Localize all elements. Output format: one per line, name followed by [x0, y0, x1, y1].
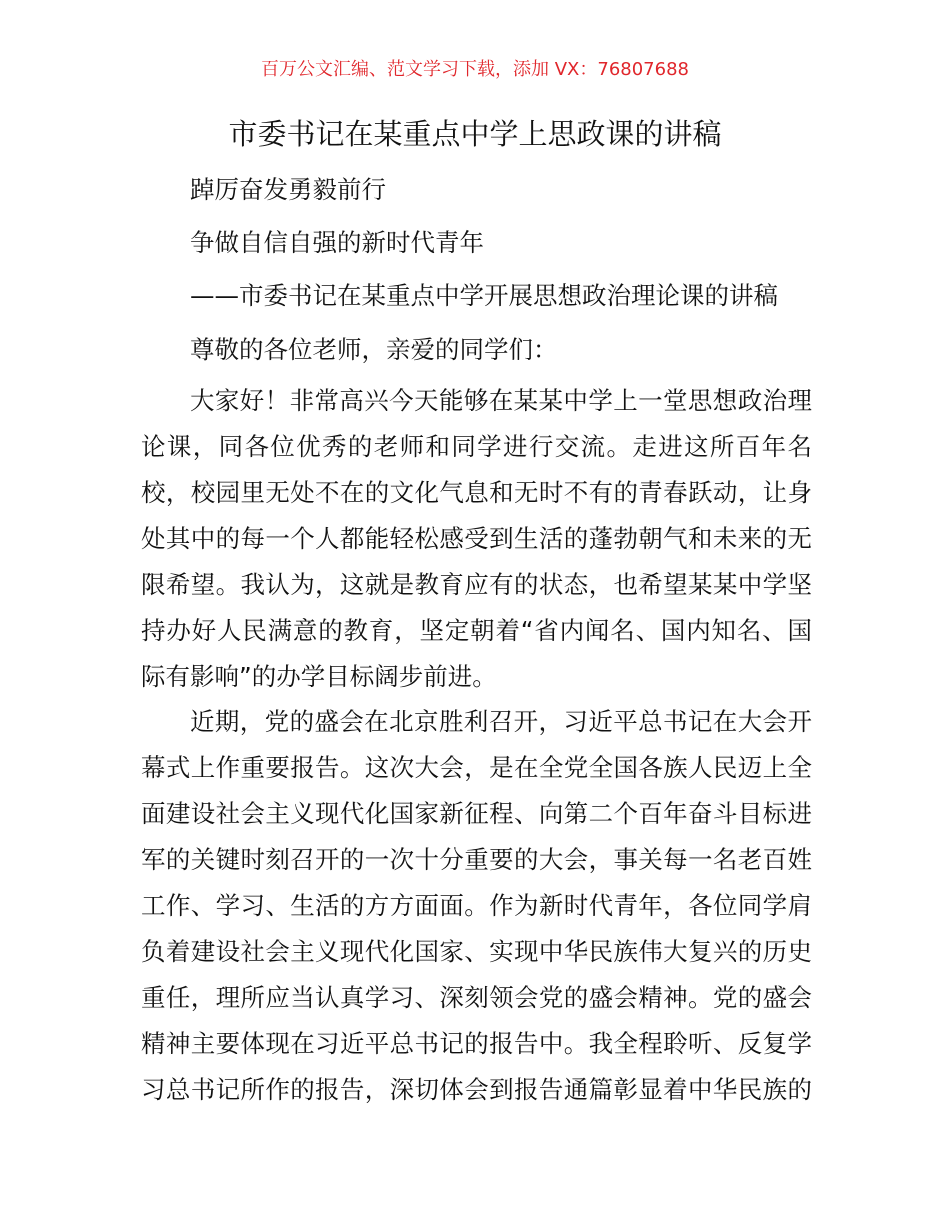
paragraph-line: 持办好人民满意的教育，坚定朝着“省内闻名、国内知名、国	[141, 616, 812, 645]
paragraph-line: 大家好！非常高兴今天能够在某某中学上一堂思想政治理	[190, 386, 812, 415]
document-title: 市委书记在某重点中学上思政课的讲稿	[228, 117, 722, 151]
paragraph-line: 近期，党的盛会在北京胜利召开，习近平总书记在大会开	[190, 707, 812, 736]
paragraph-line: 精神主要体现在习近平总书记的报告中。我全程聆听、反复学	[141, 1029, 812, 1058]
paragraph-line: 幕式上作重要报告。这次大会，是在全党全国各族人民迈上全	[141, 753, 812, 782]
paragraph-line: 际有影响”的办学目标阔步前进。	[141, 662, 497, 691]
subtitle-3: ——市委书记在某重点中学开展思想政治理论课的讲稿	[190, 281, 778, 310]
subtitle-2: 争做自信自强的新时代青年	[190, 228, 484, 257]
paragraph-line: 重任，理所应当认真学习、深刻领会党的盛会精神。党的盛会	[141, 983, 812, 1012]
paragraph-line: 习总书记所作的报告，深切体会到报告通篇彰显着中华民族的	[141, 1075, 812, 1104]
paragraph-line: 面建设社会主义现代化国家新征程、向第二个百年奋斗目标进	[141, 799, 812, 828]
paragraph-line: 军的关键时刻召开的一次十分重要的大会，事关每一名老百姓	[141, 845, 812, 874]
paragraph-line: 工作、学习、生活的方方面面。作为新时代青年，各位同学肩	[141, 891, 812, 920]
paragraph-line: 限希望。我认为，这就是教育应有的状态，也希望某某中学坚	[141, 570, 812, 599]
subtitle-1: 踔厉奋发勇毅前行	[190, 175, 386, 204]
salutation: 尊敬的各位老师，亲爱的同学们：	[190, 335, 558, 364]
header-banner: 百万公文汇编、范文学习下载，添加 VX：76807688	[261, 59, 689, 80]
paragraph-line: 论课，同各位优秀的老师和同学进行交流。走进这所百年名	[141, 432, 812, 461]
paragraph-line: 处其中的每一个人都能轻松感受到生活的蓬勃朝气和未来的无	[141, 524, 812, 553]
paragraph-line: 负着建设社会主义现代化国家、实现中华民族伟大复兴的历史	[141, 937, 812, 966]
paragraph-line: 校，校园里无处不在的文化气息和无时不有的青春跃动，让身	[141, 478, 812, 507]
